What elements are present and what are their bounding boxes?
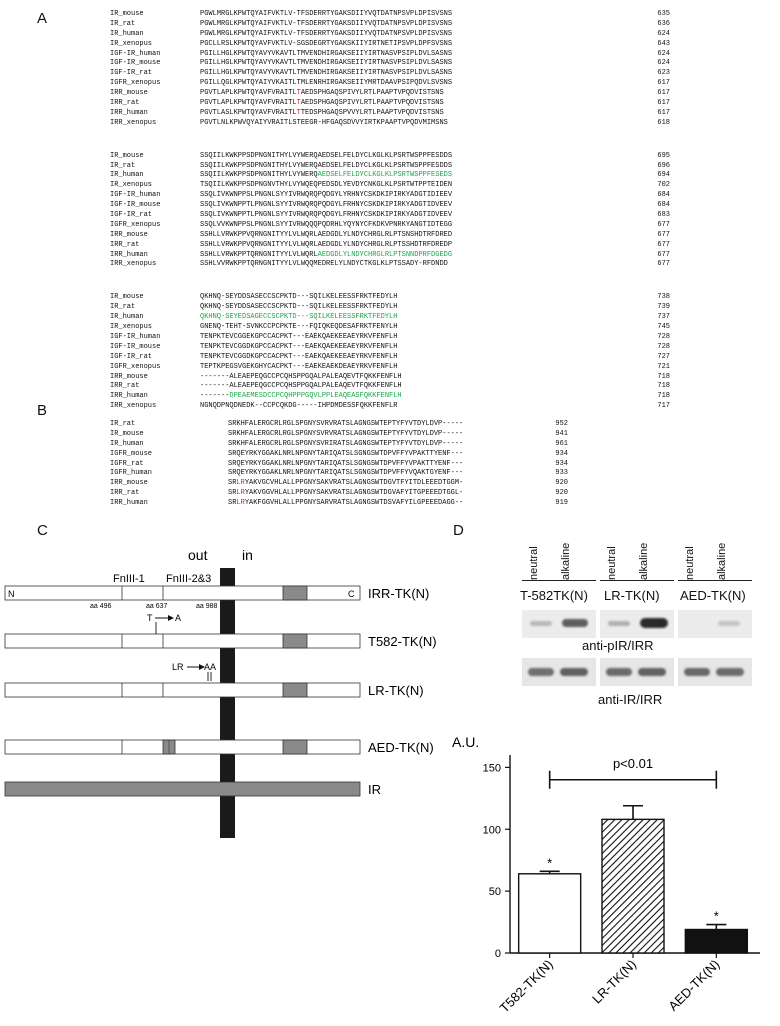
sequence-text: SRQEYRKYGGAKLNRLNPGNYTARIQATSLSGNGSWTDPVFFYVQAKTGYENF	[228, 469, 451, 478]
sequence-name: IRR_human	[110, 250, 148, 259]
sequence-name: IR_rat	[110, 161, 136, 170]
sequence-name: IR_human	[110, 171, 144, 180]
sequence-text: PGILLQGLKPWTQYAIYVKAITLTMLENRHIRGAKSEIIYMRTDAAVPSIPQDVLSVSNS	[200, 79, 453, 88]
alignment-row	[110, 171, 750, 181]
aa637-label: aa 637	[146, 603, 168, 610]
alignment-row	[110, 440, 750, 450]
group-label-t582: T-582TK(N)	[520, 588, 588, 603]
residue-number: 617	[657, 108, 670, 117]
sequence-name: IGF-IR_human	[110, 332, 161, 341]
sequence-text: PGWLMRGLKPWTQYAIFVKTLV-TFSDERRTYGAKSDIIYVQTDATNPSVPLDPISVSNS	[200, 19, 453, 28]
panel-label-d: D	[453, 522, 464, 539]
construct-lr-tk	[5, 683, 424, 698]
x-tick-label: LR-TK(N)	[589, 956, 640, 1007]
alignment-row	[110, 293, 750, 303]
sequence-name: IR_rat	[110, 19, 136, 28]
residue-number: 702	[657, 181, 670, 190]
alignment-row	[110, 343, 750, 353]
condition-label: alkaline	[716, 542, 728, 580]
residue-number: 738	[657, 293, 670, 302]
y-axis-label: A.U.	[452, 734, 480, 750]
alignment-row	[110, 40, 750, 50]
fn23-label: FnIII-2&3	[166, 573, 212, 585]
sequence-text: SR	[228, 479, 237, 488]
residue-number: 677	[657, 240, 670, 249]
alignment-row	[110, 430, 750, 440]
sequence-name: IRR_rat	[110, 489, 140, 498]
sequence-text: SRKHFALERGCRLRGLSPGNYSVRVRATSLAGNGSWTEPTYFYVTDYLDVP	[228, 429, 443, 438]
blot-strip-top-1	[522, 610, 596, 638]
residue-number: 617	[657, 89, 670, 98]
highlight-residue: T	[296, 108, 301, 117]
residue-number: 739	[657, 303, 670, 312]
sequence-text: PGWLMRGLKPWTQYAIFVKTLV-TFSDERRTYGAKSDIIYVQTDATNPSVPLDPISVSNS	[200, 29, 453, 38]
sequence-text: PGCLLRSLKPWTQYAVFVKTLV-SGSDEGRTYGAKSKIIYIRTNETIPSVPLDPFSVSNS	[200, 39, 453, 48]
aa988-label: aa 988	[196, 603, 218, 610]
p-value-label: p<0.01	[612, 755, 654, 771]
sequence-text: TEDSPHGAQSPVVYLRTLPAAPTVPQDVISTSNS	[300, 108, 444, 117]
sequence-name: IGF-IR_mouse	[110, 59, 161, 68]
condition-label: alkaline	[560, 542, 572, 580]
in-label: in	[242, 547, 253, 563]
sequence-name: IGFR_human	[110, 469, 153, 478]
sequence-name: IR_rat	[110, 420, 136, 428]
sequence-name: IGF-IR_mouse	[110, 342, 161, 351]
sequence-text: SRKHFALERGCRLRGLSPGNYSVRIRATSLAGNGSWTEPTYFYVTDYLDVP	[228, 439, 443, 448]
sequence-name: IGF-IR_rat	[110, 211, 153, 220]
construct-label-ir: IR	[368, 782, 381, 797]
residue-number: 934	[555, 459, 568, 468]
sequence-text: -----	[442, 439, 464, 448]
alignment-row	[110, 251, 750, 261]
condition-label: neutral	[528, 546, 540, 580]
highlight-residue: LR	[236, 499, 245, 508]
sequence-text: ---	[450, 449, 464, 458]
sequence-name: IGFR_xenopus	[110, 220, 161, 229]
residue-number: 624	[657, 59, 670, 68]
blot-strip-top-2	[600, 610, 674, 638]
construct-aed-tk	[5, 740, 434, 755]
residue-number: 727	[657, 352, 670, 361]
sequence-text: SSQLIVKWNPPSLPNGNLSYYIVRWQRQPQDGYLYRHNYCSKDKIPIRKYADGTIDIEEV	[200, 191, 453, 200]
residue-number: 718	[657, 372, 670, 381]
sequence-text: PGVTLAPLKPWTQYAVFVRAITL	[200, 89, 297, 98]
sequence-name: IRR_xenopus	[110, 402, 157, 411]
panel-label-b: B	[37, 402, 48, 419]
sequence-text: SSQIILKWKPPSDPNGNITHYLVYWERQ	[200, 171, 318, 180]
alignment-row	[110, 89, 750, 99]
condition-label: alkaline	[638, 542, 650, 580]
residue-number: 683	[657, 211, 670, 220]
residue-number: 624	[657, 49, 670, 58]
sequence-text: -------ALEAEPEQGCCPCQHSPPGQALPALEAQEVTFQKKFENFLH	[200, 382, 402, 391]
membrane-bar	[220, 568, 235, 838]
sequence-text: PGVTLAPLKPWTQYAVFVRAITL	[200, 99, 297, 108]
construct-irr-tk	[5, 586, 429, 610]
sequence-text: PGWLMRGLKPWTQYAIFVKTLV-TFSDERRTYGAKSDIIYVQTDATNPSVPLDPISVSNS	[200, 10, 453, 18]
sequence-name: IGFR_xenopus	[110, 362, 161, 371]
residue-number: 952	[555, 420, 568, 428]
sequence-text: TENPKTEVCGGDKGPCCACPKT---EAEKQAEKEEAEYRKVFENFLH	[200, 342, 398, 351]
sequence-text: SRQEYRKYGGAKLNRLNPGNYTARIQATSLSGNGSWTDPVFFYVPAKTTYENF	[228, 459, 451, 468]
condition-label: neutral	[606, 546, 618, 580]
blot-label-bottom: anti-IR/IRR	[598, 692, 663, 707]
residue-number: 696	[657, 161, 670, 170]
sequence-text: AEDSPHGAQSPIVYLRTLPAAPTVPQDVISTSNS	[300, 89, 444, 98]
construct-t582-tk	[5, 634, 437, 649]
sequence-text: QKHNQ-SEYDDSASECCSCPKTD---SQILKELEESSFRKTFEDYLH	[200, 293, 398, 302]
sequence-text: PGVTLASLKPWTQYAVFVRAITL	[200, 108, 297, 117]
residue-number: 961	[555, 439, 568, 448]
alignment-row	[110, 489, 750, 499]
y-tick-label: 150	[482, 762, 501, 775]
construct-label-lr: LR-TK(N)	[368, 683, 424, 698]
sequence-text: QKHNQ-SEYEDSAGECCSCPKTD---SQILKELEESSFRKTFEDYLH	[200, 313, 398, 322]
sequence-name: IRR_rat	[110, 99, 140, 108]
alignment-row	[110, 450, 750, 460]
sequence-text: SRQEYRKYGGAKLNRLNPGNYTARIQATSLSGNGSWTDPVFFYVPAKTTYENF	[228, 449, 451, 458]
sequence-name: IRR_mouse	[110, 89, 148, 98]
y-tick-label: 50	[488, 886, 501, 899]
residue-number: 920	[555, 479, 568, 488]
sequence-text: SRKHFALERGCRLRGLSPGNYSVRVRATSLAGNGSWTEPTYFYVTDYLDVP	[228, 420, 443, 428]
alignment-row	[110, 119, 750, 129]
sequence-name: IGF-IR_mouse	[110, 201, 161, 210]
sequence-name: IR_xenopus	[110, 181, 153, 190]
sequence-name: IGFR_rat	[110, 459, 144, 468]
alignment-row	[110, 460, 750, 470]
x-tick-label: AED-TK(N)	[665, 956, 723, 1014]
alignment-row	[110, 373, 750, 383]
sequence-text: SSQIILKWKPPSDPNGNITHYLVYWERQAEDSELFELDYCLKGLKLPSRTWSPPFESDDS	[200, 151, 453, 160]
blot-strip-bottom-3	[678, 658, 752, 686]
sequence-text: GNENQ-TEHT-SVNKCCPCPKTE---FQIQKEQDESAFRKTFENYLH	[200, 323, 398, 332]
sequence-name: IR_human	[110, 29, 144, 38]
sequence-text: YAKVGCVHLALLPPGNYSAKVRATSLAGNGSWTDGVTFYITDLEEEDTGGM-	[244, 479, 464, 488]
sequence-text: TEPTKPEGSVGEKGHYCACPKT---EAEKEAEKDEAEYRKVFENFLH	[200, 362, 398, 371]
sequence-text: YAKVGGVHLALLPPGNYSAKVRATSLAGNGSWTDGVAFYITGPEEEDTGGL-	[244, 489, 464, 498]
sequence-text: NGNQDPNQDNEDK--CCPCQKDG-----IHPDMDESSFQKKFENFLR	[200, 402, 398, 411]
sequence-name: IGFR_xenopus	[110, 79, 161, 88]
alignment-row	[110, 10, 750, 20]
sequence-name: IRR_human	[110, 499, 148, 508]
alignment-row	[110, 363, 750, 373]
bar	[685, 929, 747, 953]
sequence-name: IRR_human	[110, 392, 148, 401]
residue-number: 617	[657, 99, 670, 108]
sequence-text: TSQIILKWKPPSDPNGNVTHYLVYWQEQPEDSDLYEVDYCNKGLKLPSRTWTPPTEIDEN	[200, 181, 453, 190]
sequence-text: YAKFGGVHLALLPPGNYSARVRATSLAGNGSWTDSVAFYILGPEEEDAGG--	[244, 499, 464, 508]
a-label: A	[175, 613, 182, 623]
sequence-name: IR_human	[110, 439, 144, 448]
sequence-name: IRR_rat	[110, 240, 140, 249]
blot-strip-bottom-2	[600, 658, 674, 686]
sequence-name: IRR_xenopus	[110, 260, 157, 269]
residue-number: 684	[657, 201, 670, 210]
y-tick-label: 100	[482, 824, 501, 837]
residue-number: 718	[657, 392, 670, 401]
sequence-name: IR_mouse	[110, 151, 144, 160]
alignment-row	[110, 191, 750, 201]
alignment-row	[110, 392, 750, 402]
highlight-residue: T	[296, 89, 301, 98]
sequence-text: SSQLIVKWNPPTLPNGNLSYYIVRWQRQPQDGYLFRHNYCSKDKIPIRKYADGTIDVEEV	[200, 211, 453, 220]
residue-number: 695	[657, 151, 670, 160]
sequence-text: QKHNQ-SEYDDSASECCSCPKTD---SQILKELEESSFRKTFEDYLH	[200, 303, 398, 312]
sequence-text: -----	[442, 420, 464, 428]
alignment-row	[110, 323, 750, 333]
sequence-text: SSHLLVRWKPPVQRNGNITYYLVLWQRLAEDGDLYLNDYCHRGLRLPTSSHDTRFDREDP	[200, 240, 453, 249]
residue-number: 934	[555, 449, 568, 458]
sequence-text: AEDGDLYLNDYCHRGLRLPTSNNDPRFDGEDG	[317, 250, 453, 259]
residue-number: 694	[657, 171, 670, 180]
residue-number: 745	[657, 323, 670, 332]
alignment-row	[110, 469, 750, 479]
condition-label: neutral	[684, 546, 696, 580]
alignment-row	[110, 499, 750, 509]
residue-number: 684	[657, 191, 670, 200]
sequence-text: SR	[228, 499, 237, 508]
residue-number: 624	[657, 29, 670, 38]
residue-number: 728	[657, 342, 670, 351]
sequence-name: IR_xenopus	[110, 323, 153, 332]
sequence-text: PGILLHGLKPWTQYAVYVKAVTLTMVENDHIRGAKSEIIYIRTNASVPSIPLDVLSASNS	[200, 59, 453, 68]
alignment-row	[110, 221, 750, 231]
sequence-name: IRR_rat	[110, 382, 140, 391]
n-terminus: N	[8, 589, 15, 599]
residue-number: 618	[657, 118, 670, 127]
sequence-name: IR_mouse	[110, 10, 144, 18]
sequence-text: SSHLVVRWKPPTQRNGNITYYLVLWQQMEDRELYLNDYCTKGLKLPTSSADY-RFDNDD	[200, 260, 448, 269]
residue-number: 919	[555, 499, 568, 508]
highlight-residue: LR	[236, 489, 245, 498]
construct-label-t582: T582-TK(N)	[368, 634, 437, 649]
residue-number: 623	[657, 69, 670, 78]
x-tick-label: T582-TK(N)	[496, 956, 556, 1016]
sequence-name: IGF-IR_human	[110, 49, 161, 58]
sequence-text: PGVTLNLKPWVQYAIYVRAITLSTEEGR-HFGAQSDVVYIRTKPAAPTVPQDVMIMSNS	[200, 118, 448, 127]
sequence-name: IR_rat	[110, 303, 136, 312]
sequence-text: -------ALEAEPEQGCCPCQHSPPGQALPALEAQEVTFQKKFENFLH	[200, 372, 402, 381]
t-label: T	[147, 613, 153, 623]
alignment-row	[110, 211, 750, 221]
alignment-a-block	[110, 152, 750, 271]
alignment-row	[110, 420, 750, 430]
bar	[602, 819, 664, 953]
residue-number: 635	[657, 10, 670, 18]
construct-label-irr-tk: IRR-TK(N)	[368, 586, 430, 601]
fn1-label: FnIII-1	[113, 573, 145, 585]
sequence-text: ---	[450, 469, 464, 478]
group-label-lr: LR-TK(N)	[604, 588, 660, 603]
domain-diagram	[0, 540, 460, 840]
aa-label: AA	[204, 662, 217, 672]
sequence-text: TENPKTEVCGGEKGPCCACPKT---EAEKQAEKEEAEYRKVFENFLH	[200, 332, 398, 341]
blot-label-top: anti-pIR/IRR	[582, 638, 654, 653]
alignment-row	[110, 353, 750, 363]
sequence-name: IRR_human	[110, 108, 148, 117]
alignment-row	[110, 59, 750, 69]
residue-number: 617	[657, 79, 670, 88]
highlight-residue: LR	[236, 479, 245, 488]
alignment-row	[110, 20, 750, 30]
sequence-name: IR_mouse	[110, 429, 144, 438]
sequence-name: IGF-IR_rat	[110, 352, 153, 361]
alignment-row	[110, 303, 750, 313]
construct-ir	[5, 782, 381, 797]
sequence-text: ---	[450, 459, 464, 468]
residue-number: 737	[657, 313, 670, 322]
lr-label: LR	[172, 662, 184, 672]
alignment-row	[110, 69, 750, 79]
alignment-row	[110, 479, 750, 489]
significance-star: *	[547, 855, 553, 871]
alignment-row	[110, 231, 750, 241]
residue-number: 643	[657, 39, 670, 48]
sequence-text: SSQLIVKWNPPTLPNGNLSYYIVRWQRQPQDGYLFRHNYCSKDKIPIRKYADGTIDVEEV	[200, 201, 453, 210]
sequence-text: PGILLHGLKPWTQYAVYVKAVTLTMVENDHIRGAKSEIIYIRTNASVPSIPLDVLSASNS	[200, 69, 453, 78]
alignment-row	[110, 109, 750, 119]
alignment-a-block	[110, 293, 750, 412]
sequence-text: PGILLHGLKPWTQYAVYVKAVTLTMVENDHIRGAKSEIIYIRTNASVPSIPLDVLSASNS	[200, 49, 453, 58]
sequence-text: SSQIILKWKPPSDPNGNITHYLVYWERQAEDSELFELDYCLKGLKLPSRTWSPPFESDDS	[200, 161, 453, 170]
residue-number: 941	[555, 429, 568, 438]
alignment-row	[110, 181, 750, 191]
group-label-aed: AED-TK(N)	[680, 588, 746, 603]
sequence-name: IGF-IR_rat	[110, 69, 153, 78]
residue-number: 677	[657, 250, 670, 259]
y-tick-label: 0	[494, 948, 501, 960]
alignment-row	[110, 30, 750, 40]
panel-label-c: C	[37, 522, 48, 539]
highlight-residue: T	[296, 99, 301, 108]
sequence-name: IGFR_mouse	[110, 449, 153, 458]
residue-number: 677	[657, 260, 670, 269]
panel-label-a: A	[37, 10, 48, 27]
alignment-a-block	[110, 10, 750, 129]
bar	[519, 874, 581, 953]
sequence-text: TENPKTEVCGGDKGPCCACPKT---EAEKQAEKEEAEYRKVFENFLH	[200, 352, 398, 361]
alignment-row	[110, 99, 750, 109]
sequence-text: SR	[228, 489, 237, 498]
alignment-row	[110, 382, 750, 392]
bar-chart	[440, 725, 780, 1025]
sequence-text: -------	[200, 392, 230, 401]
sequence-text: DPEAEMESDCCPCQHPPPGQVLPPLEAQEASFQKKFENFLH	[229, 392, 402, 401]
alignment-row	[110, 260, 750, 270]
sequence-name: IRR_xenopus	[110, 118, 157, 127]
residue-number: 933	[555, 469, 568, 478]
alignment-row	[110, 50, 750, 60]
sequence-text: AEDSELFELDYCLKGLKLPSRTWSPPFESEDS	[317, 171, 453, 180]
sequence-name: IR_human	[110, 313, 144, 322]
sequence-name: IRR_mouse	[110, 230, 148, 239]
sequence-name: IRR_mouse	[110, 372, 148, 381]
sequence-text: AEDSPHGAQSPIVYLRTLPAAPTVPQDVISTSNS	[300, 99, 444, 108]
aa496-label: aa 496	[90, 603, 112, 610]
sequence-text: SSHLLVRWKPPTQRNGNITYYLVLWQRL	[200, 250, 318, 259]
alignment-a	[110, 10, 750, 412]
construct-label-aed: AED-TK(N)	[368, 740, 434, 755]
residue-number: 718	[657, 382, 670, 391]
alignment-row	[110, 79, 750, 89]
residue-number: 721	[657, 362, 670, 371]
residue-number: 677	[657, 220, 670, 229]
sequence-name: IR_xenopus	[110, 39, 153, 48]
alignment-row	[110, 162, 750, 172]
residue-number: 728	[657, 332, 670, 341]
alignment-row	[110, 402, 750, 412]
c-terminus: C	[348, 589, 355, 599]
sequence-name: IRR_mouse	[110, 479, 148, 488]
sequence-name: IGF-IR_human	[110, 191, 161, 200]
residue-number: 717	[657, 402, 670, 411]
sequence-name: IR_mouse	[110, 293, 144, 302]
sequence-text: SSHLLVRWKPPVQRNGNITYYLVLWQRLAEDGDLYLNDYCHRGLRLPTSNSHDTRFDRED	[200, 230, 453, 239]
alignment-row	[110, 201, 750, 211]
sequence-text: -----	[442, 429, 464, 438]
blot-strip-bottom-1	[522, 658, 596, 686]
alignment-b	[110, 420, 750, 509]
alignment-row	[110, 333, 750, 343]
alignment-row	[110, 313, 750, 323]
western-blot	[520, 528, 770, 718]
blot-strip-top-3	[678, 610, 752, 638]
alignment-row	[110, 152, 750, 162]
sequence-text: SSQLVVKWNPPSLPNGNLSYYIVRWQQQPQDRHLYQYNYCFKDKVPNRKYANGTIDTEGG	[200, 220, 453, 229]
alignment-row	[110, 241, 750, 251]
residue-number: 636	[657, 19, 670, 28]
residue-number: 920	[555, 489, 568, 498]
residue-number: 677	[657, 230, 670, 239]
significance-star: *	[713, 908, 719, 924]
out-label: out	[188, 547, 208, 563]
